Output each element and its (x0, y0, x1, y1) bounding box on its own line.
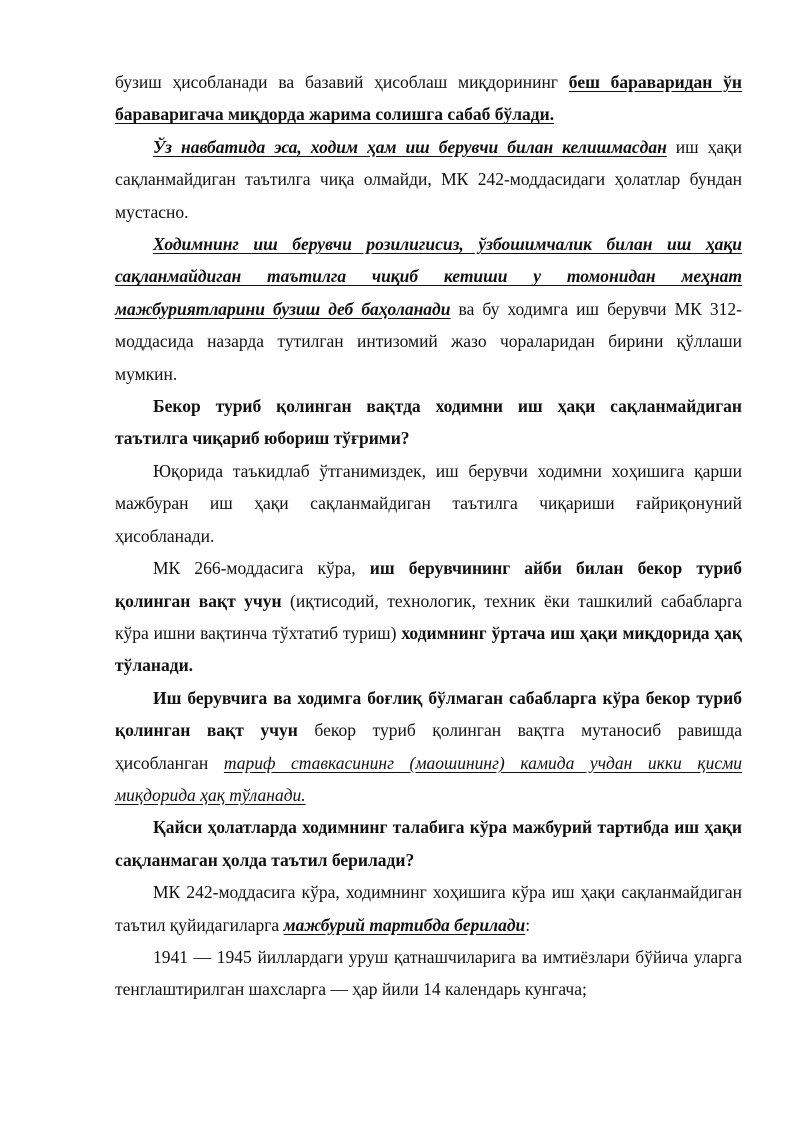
question-heading-downtime (115, 390, 742, 455)
text-segment-bold-italic-underlined: Ходимнинг иш берувчи розилигисиз, ўзбошимчалик билан иш ҳақи сақланмайдиган таътилга чиқиб кетиши у томонидан меҳнат мажбуриятларини бузиш деб баҳоланади (115, 234, 742, 319)
paragraph-employee-leave (115, 131, 742, 228)
text-segment: : (525, 914, 531, 935)
text-segment-bold: ходимнинг ўртача иш ҳақи миқдорида ҳақ тўланади. (115, 622, 742, 676)
text-segment: МК 266-моддасига кўра, (153, 558, 370, 579)
paragraph-independent-downtime (115, 682, 742, 812)
text-segment-bold: Қайси ҳолатларда ходимнинг талабига кўра мажбурий тартибда иш ҳақи сақланмаган ҳолда таътил берилади? (115, 817, 742, 870)
text-segment-bold: Бекор туриб қолинган вақтда ходимни иш ҳақи сақланмайдиган таътилга чиқариб юбориш тўғрими? (115, 396, 742, 449)
text-segment: бузиш ҳисобланади ва базавий ҳисоблаш миқдорининг (115, 72, 569, 92)
text-segment-bold-underlined: беш бараваридан ўн бараваригача миқдорда жарима солишга сабаб бўлади. (115, 72, 742, 125)
question-heading-mandatory-leave (115, 811, 742, 876)
text-segment-italic-underlined: тариф ставкасининг (маошининг) камида учдан икки қисми миқдорида ҳақ тўланади. (115, 752, 742, 805)
text-segment: ва бу ходимга иш берувчи МК 312-моддасида назарда тутилган интизомий жазо чораларидан бирини қўллаши мумкин. (115, 298, 742, 384)
paragraph-war-veterans (115, 941, 742, 1006)
text-segment-bold-italic-underlined: Ўз навбатида эса, ходим ҳам иш берувчи билан келишмасдан (153, 136, 667, 157)
paragraph-article-242 (115, 876, 742, 941)
text-segment: (иқтисодий, технологик, техник ёки ташкилий сабабларга кўра ишни вақтинча тўхтатиб туриш) (115, 590, 742, 643)
text-segment-bold: Иш берувчига ва ходимга боғлиқ бўлмаган сабабларга кўра бекор туриб қолинган вақт учун (115, 687, 742, 741)
paragraph-illegal-forced-leave (115, 455, 742, 552)
text-segment: МК 242-моддасига кўра, ходимнинг хоҳишига кўра иш ҳақи сақланмайдиган таътил қуйидагиларга (115, 882, 742, 935)
text-segment: иш ҳақи сақланмайдиган таътилга чиқа олмайди, МК 242-моддасидаги ҳолатлар бундан мустасно. (115, 136, 742, 222)
paragraph-article-266 (115, 552, 742, 682)
text-segment: Юқорида таъкидлаб ўтганимиздек, иш берувчи ходимни хоҳишига қарши мажбуран иш ҳақи сақланмайдиган таътилга чиқариши ғайриқонуний ҳисобланади. (115, 460, 742, 546)
paragraph-unauthorized-leave (115, 228, 742, 390)
paragraph-fine-continuation (115, 66, 742, 131)
text-segment: бекор туриб қолинган вақтга мутаносиб равишда ҳисобланган (115, 720, 743, 773)
text-segment: 1941 — 1945 йиллардаги уруш қатнашчиларига ва имтиёзлари бўйича уларга тенглаштирилган шахсларга — ҳар йили 14 календарь кунгача; (115, 946, 742, 1000)
text-segment-bold: иш берувчининг айби билан бекор туриб қолинган вақт учун (115, 558, 743, 611)
text-segment-bold-italic-underlined: мажбурий тартибда берилади (283, 914, 526, 935)
